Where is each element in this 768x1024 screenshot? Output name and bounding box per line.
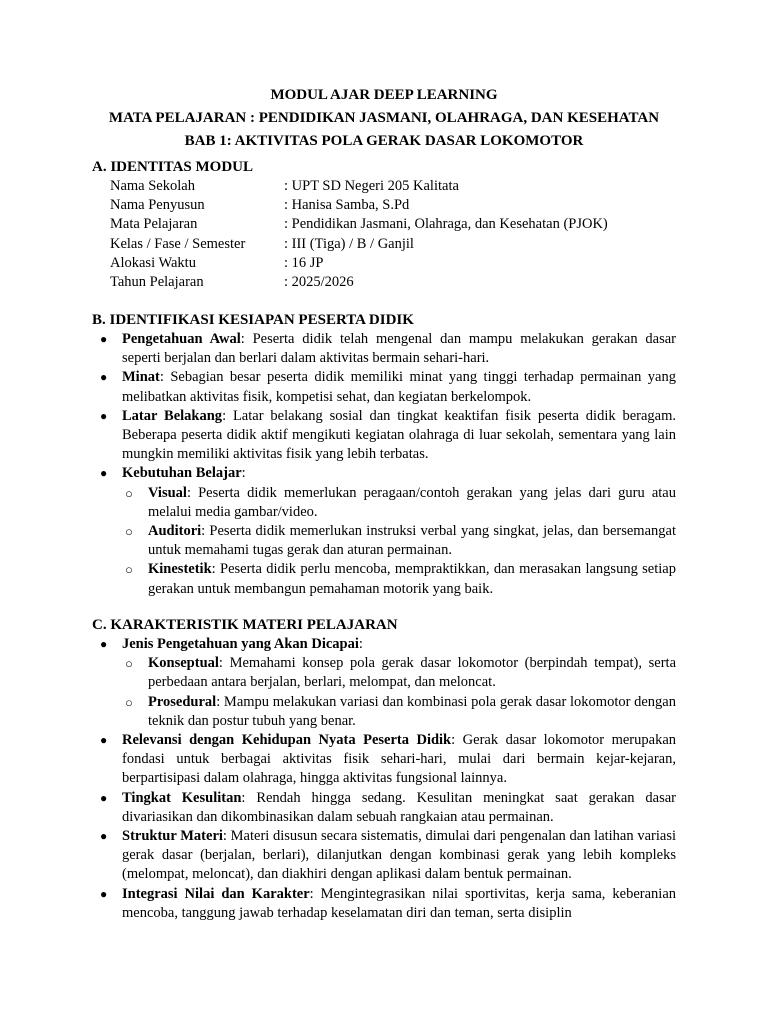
title-line-1: MODUL AJAR DEEP LEARNING: [270, 87, 498, 103]
item-text: : Materi disusun secara sistematis, dimulai dari pengenalan dan latihan variasi gerak dasar (berjalan, berlari), dilanjutkan dengan kombinasi gerak yang lebih kompleks (melompat, meloncat), dan diakhiri dengan aplikasi dalam bentuk permainan.: [122, 828, 676, 883]
item-term: Auditori: [148, 523, 202, 540]
title-line-3: BAB 1: AKTIVITAS POLA GERAK DASAR LOKOMOTOR: [184, 133, 584, 149]
item-term: Kebutuhan Belajar: [122, 465, 242, 482]
item-text: : Peserta didik memerlukan instruksi verbal yang singkat, jelas, dan bersemangat untuk memahami tugas gerak dan aturan permainan.: [148, 523, 676, 559]
sub-list-item: [0, 654, 676, 692]
section-a-heading: A. IDENTITAS MODUL: [92, 159, 253, 175]
identity-row: [110, 177, 608, 196]
item-text: : Memahami konsep pola gerak dasar lokomotor (berpindah tempat), serta perbedaan antara berjalan, berlari, melompat, dan meloncat.: [148, 655, 676, 691]
item-text: : Peserta didik perlu mencoba, mempraktikkan, dan merasakan langsung setiap gerakan untuk membangun pemahaman motorik yang baik.: [148, 561, 676, 597]
section-c-list: [0, 635, 768, 923]
bullet-circle-icon: ○: [125, 694, 133, 710]
item-term: Relevansi dengan Kehidupan Nyata Peserta Didik: [122, 732, 452, 749]
title-line-2: MATA PELAJARAN : PENDIDIKAN JASMANI, OLAHRAGA, DAN KESEHATAN: [108, 110, 660, 126]
identity-value: : Hanisa Samba, S.Pd: [284, 197, 410, 214]
item-text: :: [358, 636, 363, 652]
bullet-disc-icon: ●: [100, 829, 108, 844]
list-item: [0, 635, 676, 654]
bullet-circle-icon: ○: [125, 524, 133, 540]
bullet-disc-icon: ●: [100, 332, 108, 346]
bullet-circle-icon: ○: [125, 562, 133, 578]
identity-value: : III (Tiga) / B / Ganjil: [284, 235, 414, 252]
item-term: Tingkat Kesulitan: [122, 789, 242, 806]
item-term: Kinestetik: [148, 561, 212, 578]
identity-label: Kelas / Fase / Semester: [110, 235, 246, 252]
bullet-circle-icon: ○: [125, 485, 133, 501]
identity-row: [110, 235, 608, 254]
identity-table: [110, 177, 608, 292]
sub-list-item: [0, 522, 676, 560]
item-text: : Rendah hingga sedang. Kesulitan meningkat saat gerakan dasar divariasikan dan dikombinasikan dalam sebuah rangkaian atau permainan.: [122, 789, 676, 825]
identity-row: [110, 273, 608, 292]
item-term: Latar Belakang: [122, 407, 223, 424]
item-term: Prosedural: [148, 693, 217, 710]
identity-row: [110, 215, 608, 234]
bullet-disc-icon: ●: [100, 886, 108, 901]
item-term: Jenis Pengetahuan yang Akan Dicapai: [122, 636, 359, 652]
sub-list-item: [0, 693, 676, 731]
bullet-disc-icon: ●: [100, 790, 108, 805]
identity-value: : UPT SD Negeri 205 Kalitata: [284, 178, 459, 194]
identity-label: Tahun Pelajaran: [110, 274, 204, 291]
document-title-block: [0, 84, 768, 153]
item-text: : Mampu melakukan variasi dan kombinasi pola gerak dasar lokomotor dengan teknik dan postur tubuh yang benar.: [148, 693, 676, 729]
item-text: : Latar belakang sosial dan tingkat keaktifan fisik peserta didik beragam. Beberapa peserta didik aktif mengikuti kegiatan olahraga di luar sekolah, sementara yang lain mungkin memiliki aktivitas fisik yang lebih terbatas.: [122, 407, 676, 463]
item-term: Struktur Materi: [122, 828, 223, 845]
section-b-list: [0, 330, 768, 599]
item-term: Minat: [122, 369, 160, 386]
bullet-disc-icon: ●: [100, 637, 108, 651]
identity-label: Mata Pelajaran: [110, 216, 198, 233]
list-item: [0, 827, 676, 885]
item-text: : Mengintegrasikan nilai sportivitas, kerja sama, keberanian mencoba, tanggung jawab terhadap keselamatan diri dan teman, serta disiplin: [122, 885, 676, 921]
identity-value: : 2025/2026: [284, 274, 354, 291]
identity-value: : 16 JP: [284, 254, 324, 271]
list-item: [0, 789, 676, 827]
item-text: : Sebagian besar peserta didik memiliki minat yang tinggi terhadap permainan yang melibatkan aktivitas fisik, kompetisi sehat, dan kegiatan berkelompok.: [122, 369, 676, 405]
list-item: [0, 885, 676, 923]
item-term: Konseptual: [148, 655, 219, 672]
item-term: Pengetahuan Awal: [122, 331, 241, 347]
item-text: :: [241, 465, 246, 482]
bullet-disc-icon: ●: [100, 733, 108, 748]
identity-value: : Pendidikan Jasmani, Olahraga, dan Kesehatan (PJOK): [284, 216, 608, 233]
section-c-heading: C. KARAKTERISTIK MATERI PELAJARAN: [92, 617, 398, 633]
list-item: [0, 368, 676, 406]
identity-label: Alokasi Waktu: [110, 254, 196, 271]
bullet-circle-icon: ○: [125, 656, 133, 672]
item-text: : Gerak dasar lokomotor merupakan fondasi untuk berbagai aktivitas fisik sehari-hari, mulai dari bermain kejar-kejaran, berpartisipasi dalam olahraga, hingga aktivitas fungsional lainnya.: [122, 732, 676, 787]
identity-row: [110, 196, 608, 215]
item-term: Visual: [148, 484, 187, 501]
list-item: [0, 330, 676, 368]
bullet-disc-icon: ●: [100, 370, 108, 385]
section-b-heading: B. IDENTIFIKASI KESIAPAN PESERTA DIDIK: [92, 312, 414, 328]
identity-row: [110, 254, 608, 273]
list-item: [0, 731, 676, 789]
item-term: Integrasi Nilai dan Karakter: [122, 885, 310, 902]
sub-list-item: [0, 560, 676, 598]
identity-label: Nama Sekolah: [110, 178, 195, 194]
item-text: : Peserta didik memerlukan peragaan/contoh gerakan yang jelas dari guru atau melalui media gambar/video.: [148, 484, 676, 520]
identity-label: Nama Penyusun: [110, 197, 205, 214]
bullet-disc-icon: ●: [100, 408, 108, 423]
item-text: : Peserta didik telah mengenal dan mampu melakukan gerakan dasar seperti berjalan dan berlari dalam aktivitas bermain sehari-hari.: [122, 331, 676, 367]
sub-list-item: [0, 484, 676, 522]
list-item: [0, 464, 676, 483]
list-item: [0, 407, 676, 465]
bullet-disc-icon: ●: [100, 466, 108, 481]
